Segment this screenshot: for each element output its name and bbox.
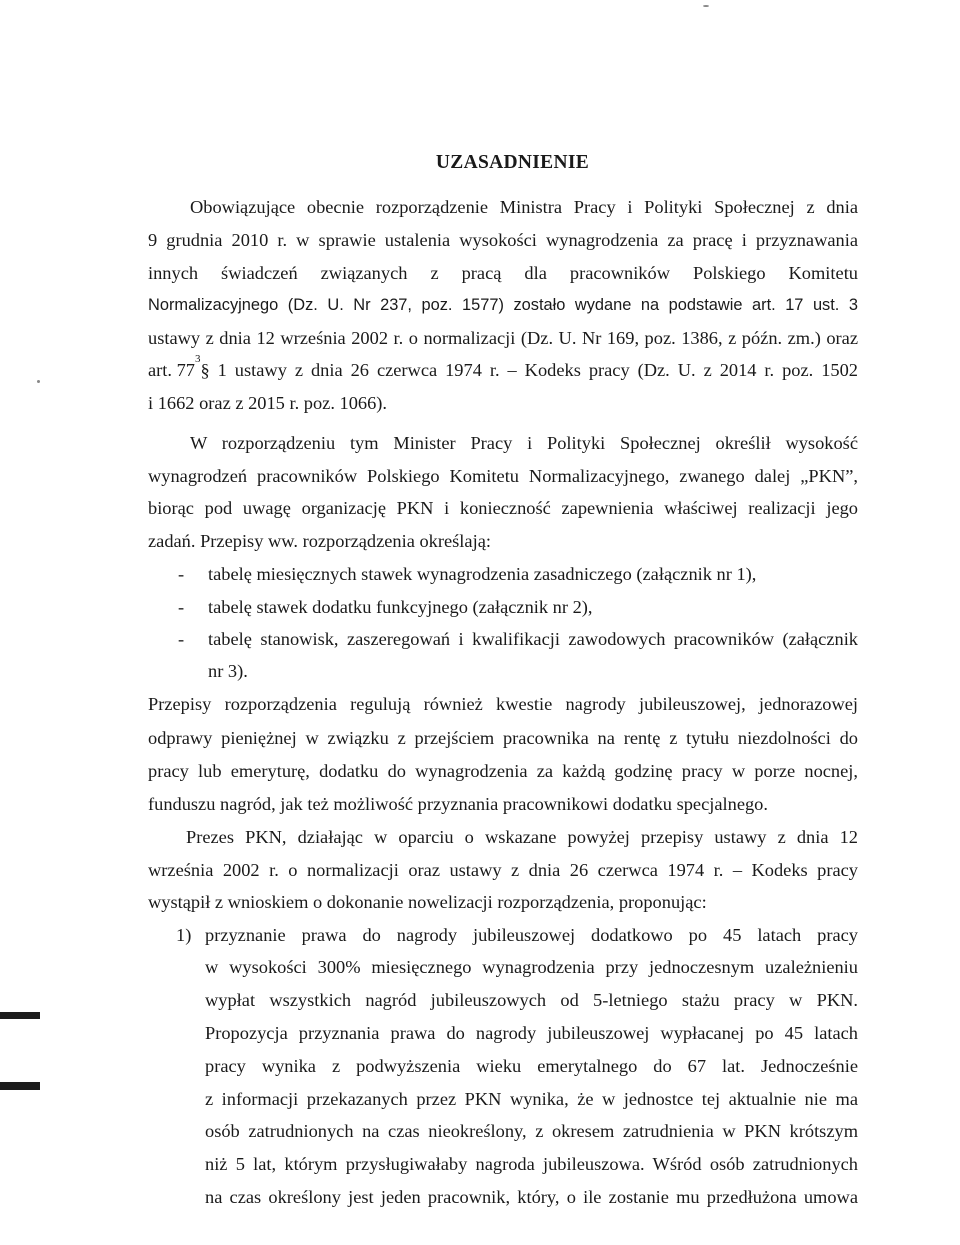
point-1-line-8: niż 5 lat, którym przysługiwałaby nagroda jubileuszowa. Wśród osób zatrudnionych [205, 1154, 858, 1174]
article-reference: § 1 ustawy z dnia 26 czerwca 1974 r. – Kodeks pracy (Dz. U. z 2014 r. poz. 1502 [200, 360, 858, 380]
point-1-line-9: na czas określony jest jeden pracownik, który, o ile zostanie mu przedłużona umowa [205, 1187, 858, 1207]
list-dash-2: - [178, 597, 185, 617]
scan-binder-mark-bottom [0, 1082, 40, 1090]
list-dash-1: - [178, 564, 185, 584]
paragraph-2-line-2: wynagrodzeń pracowników Polskiego Komitetu Normalizacyjnego, zwanego dalej „PKN”, [148, 466, 858, 486]
list-dash-3: - [178, 629, 185, 649]
paragraph-3-line-4: funduszu nagród, jak też możliwość przyznania pracownikowi dodatku specjalnego. [148, 794, 768, 814]
paragraph-1-line-3: innych świadczeń związanych z pracą dla pracowników Polskiego Komitetu [148, 263, 858, 283]
scan-speck [703, 5, 709, 7]
point-1-line-7: osób zatrudnionych na czas nieokreślony, z okresem zatrudnienia w PKN krótszym [205, 1121, 858, 1141]
point-1-line-5: pracy wynika z podwyższenia wieku emerytalnego do 67 lat. Jednocześnie [205, 1056, 858, 1076]
scan-binder-mark-top [0, 1012, 40, 1019]
paragraph-2-line-4: zadań. Przepisy ww. rozporządzenia określają: [148, 531, 491, 551]
point-number-1: 1) [176, 925, 192, 945]
paragraph-3-line-3: pracy lub emeryturę, dodatku do wynagrodzenia za każdą godzinę pracy w porze nocnej, [148, 761, 858, 781]
article-superscript: 3 [194, 353, 201, 365]
scan-speck [37, 380, 40, 383]
document-title: UZASADNIENIE [435, 152, 590, 173]
paragraph-4-line-3: wystąpił z wnioskiem o dokonanie nowelizacji rozporządzenia, proponując: [148, 892, 707, 912]
point-1-line-1: przyznanie prawa do nagrody jubileuszowej dodatkowo po 45 latach pracy [205, 925, 858, 945]
paragraph-3-line-1: Przepisy rozporządzenia regulują również kwestie nagrody jubileuszowej, jednorazowej [148, 694, 858, 714]
list-item-3-line-1: tabelę stanowisk, zaszeregowań i kwalifikacji zawodowych pracowników (załącznik [208, 629, 858, 649]
paragraph-2-line-1: W rozporządzeniu tym Minister Pracy i Polityki Społecznej określił wysokość [190, 433, 858, 453]
point-1-line-6: z informacji przekazanych przez PKN wynika, że w jednostce tej aktualnie nie ma [205, 1089, 858, 1109]
paragraph-1-line-7: i 1662 oraz z 2015 r. poz. 1066). [148, 393, 388, 413]
paragraph-1-line-5: ustawy z dnia 12 września 2002 r. o normalizacji (Dz. U. Nr 169, poz. 1386, z późn. zm.) oraz [148, 328, 858, 348]
point-1-line-4: Propozycja przyznania prawa do nagrody jubileuszowej wypłacanej po 45 latach [205, 1023, 858, 1043]
paragraph-1-line-4: Normalizacyjnego (Dz. U. Nr 237, poz. 1577) zostało wydane na podstawie art. 17 ust. 3 [148, 296, 858, 314]
paragraph-3-line-2: odprawy pieniężnej w związku z przejściem pracownika na rentę z tytułu niezdolności do [148, 728, 858, 748]
paragraph-1-line-1: Obowiązujące obecnie rozporządzenie Ministra Pracy i Polityki Społecznej z dnia [190, 197, 858, 217]
list-item-2: tabelę stawek dodatku funkcyjnego (załącznik nr 2), [208, 597, 593, 617]
point-1-line-3: wypłat wszystkich nagród jubileuszowych od 5-letniego stażu pracy w PKN. [205, 990, 858, 1010]
paragraph-1-line-6 [148, 353, 858, 381]
paragraph-4-line-1: Prezes PKN, działając w oparciu o wskazane powyżej przepisy ustawy z dnia 12 [186, 827, 858, 847]
paragraph-4-line-2: września 2002 r. o normalizacji oraz ustawy z dnia 26 czerwca 1974 r. – Kodeks pracy [148, 860, 858, 880]
point-1-line-2: w wysokości 300% miesięcznego wynagrodzenia przy jednoczesnym uzależnieniu [205, 957, 858, 977]
paragraph-2-line-3: biorąc pod uwagę organizację PKN i konieczność zapewnienia właściwej realizacji jego [148, 498, 858, 518]
list-item-3-line-2: nr 3). [208, 661, 248, 681]
list-item-1: tabelę miesięcznych stawek wynagrodzenia zasadniczego (załącznik nr 1), [208, 564, 757, 584]
article-number: art. 77 [148, 360, 195, 380]
paragraph-1-line-2: 9 grudnia 2010 r. w sprawie ustalenia wysokości wynagrodzenia za pracę i przyznawania [148, 230, 858, 250]
